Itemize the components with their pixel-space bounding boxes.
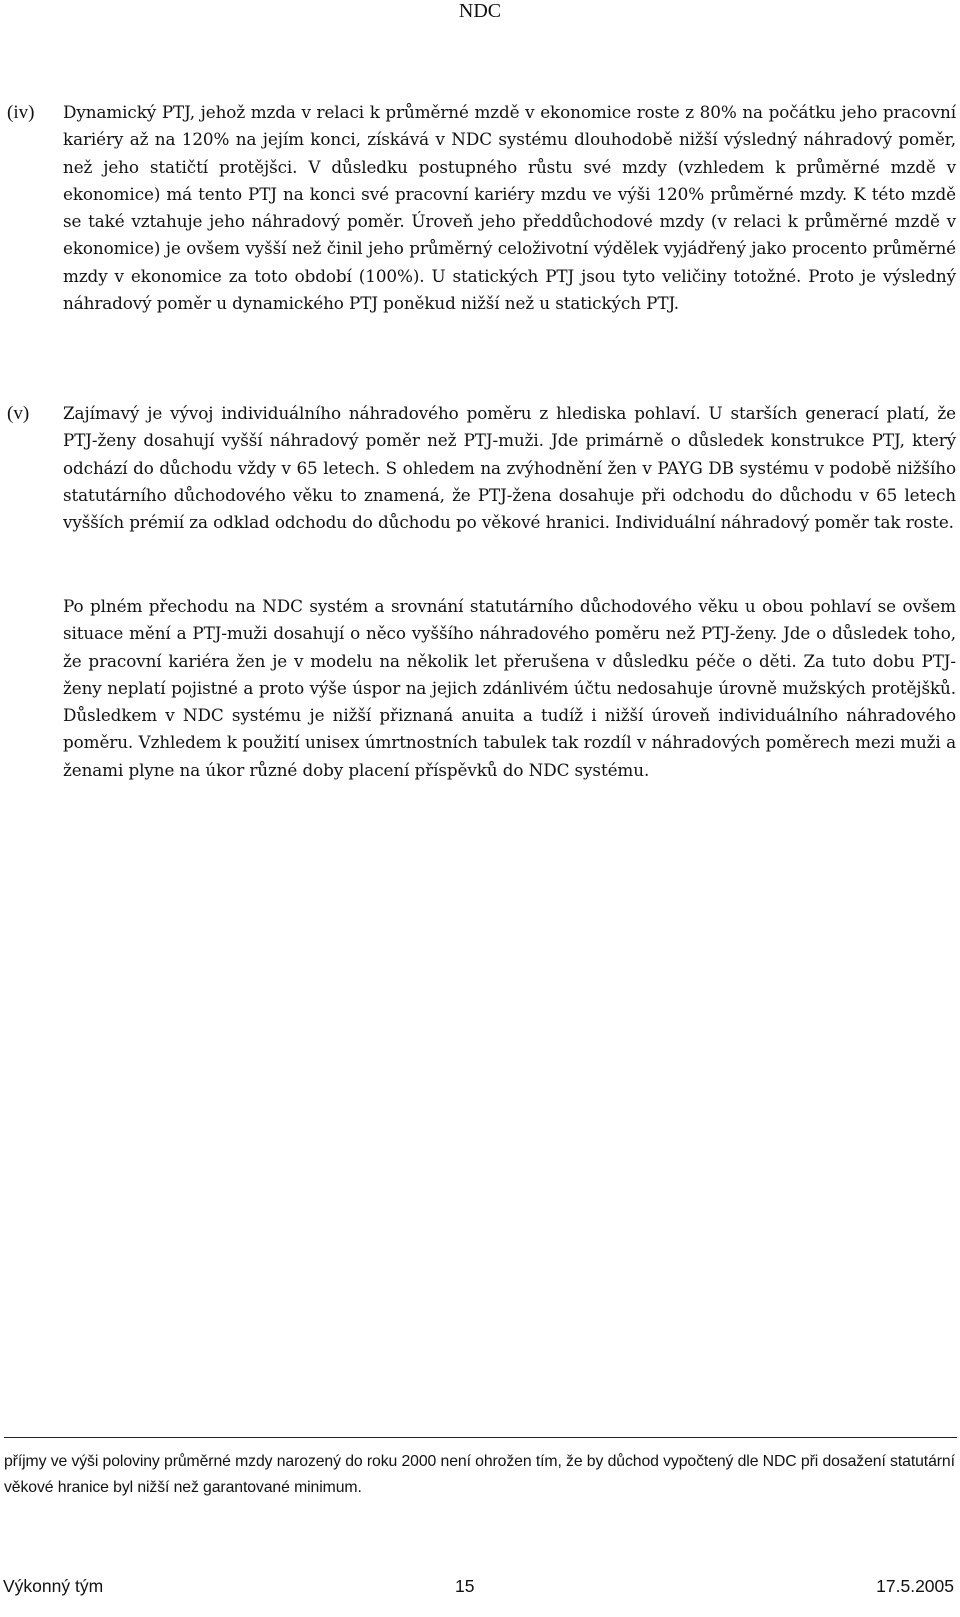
list-item-number: (v) (7, 403, 30, 424)
footer-date: 17.5.2005 (876, 1576, 954, 1596)
footer-team-name: Výkonný tým (3, 1576, 104, 1596)
list-item-text: Zajímavý je vývoj individuálního náhradového poměru z hlediska pohlaví. U starších generací platí, že PTJ-ženy dosahují vyšší náhradový poměr než PTJ-muži. Jde primárně o důsledek konstrukce PTJ, který odchází do důchodu vždy v 65 letech. S ohledem na zvýhodnění žen v PAYG DB systému v podobě nižšího statutárního důchodového věku to znamená, že PTJ-žena dosahuje při odchodu do důchodu v 65 letech vyšších prémií za odklad odchodu do důchodu po věkové hranici. Individuální náhradový poměr tak roste. (63, 403, 956, 533)
footnote-divider (4, 1437, 957, 1438)
running-header: NDC (458, 0, 502, 22)
list-item-number: (iv) (7, 102, 35, 123)
footnote-text: příjmy ve výši poloviny průměrné mzdy narozený do roku 2000 není ohrožen tím, že by důchod vypočtený dle NDC při dosažení statutární věkové hranice byl nižší než garantované minimum. (4, 1453, 955, 1496)
list-item-text: Dynamický PTJ, jehož mzda v relaci k průměrné mzdě v ekonomice roste z 80% na počátku jeho pracovní kariéry až na 120% na jejím konci, získává v NDC systému dlouhodobě nižší výsledný náhradový poměr, než jeho statičtí protějšci. V důsledku postupného růstu své mzdy (vzhledem k průměrné mzdě v ekonomice) má tento PTJ na konci své pracovní kariéry mzdu ve výši 120% průměrné mzdy. K této mzdě se také vztahuje jeho náhradový poměr. Úroveň jeho předdůchodové mzdy (v relaci k průměrné mzdě v ekonomice) je ovšem vyšší než činil jeho průměrný celoživotní výdělek vyjádřený jako procento průměrné mzdy v ekonomice za toto období (100%). U statických PTJ jsou tyto veličiny totožné. Proto je výsledný náhradový poměr u dynamického PTJ poněkud nižší než u statických PTJ. (63, 102, 956, 314)
body-paragraph: Po plném přechodu na NDC systém a srovnání statutárního důchodového věku u obou pohlaví se ovšem situace mění a PTJ-muži dosahují o něco vyššího náhradového poměru než PTJ-ženy. Jde o důsledek toho, že pracovní kariéra žen je v modelu na několik let přerušena v důsledku péče o děti. Za tuto dobu PTJ-ženy neplatí pojistné a proto výše úspor na jejich zdánlivém účtu nedosahuje úrovně mužských protějšků. Důsledkem v NDC systému je nižší přiznaná anuita a tudíž i nižší úroveň individuálního náhradového poměru. Vzhledem k použití unisex úmrtnostních tabulek tak rozdíl v náhradových poměrech mezi muži a ženami plyne na úkor různé doby placení příspěvků do NDC systému. (63, 596, 956, 780)
page-footer (0, 1573, 960, 1599)
page-number: 15 (455, 1576, 475, 1596)
